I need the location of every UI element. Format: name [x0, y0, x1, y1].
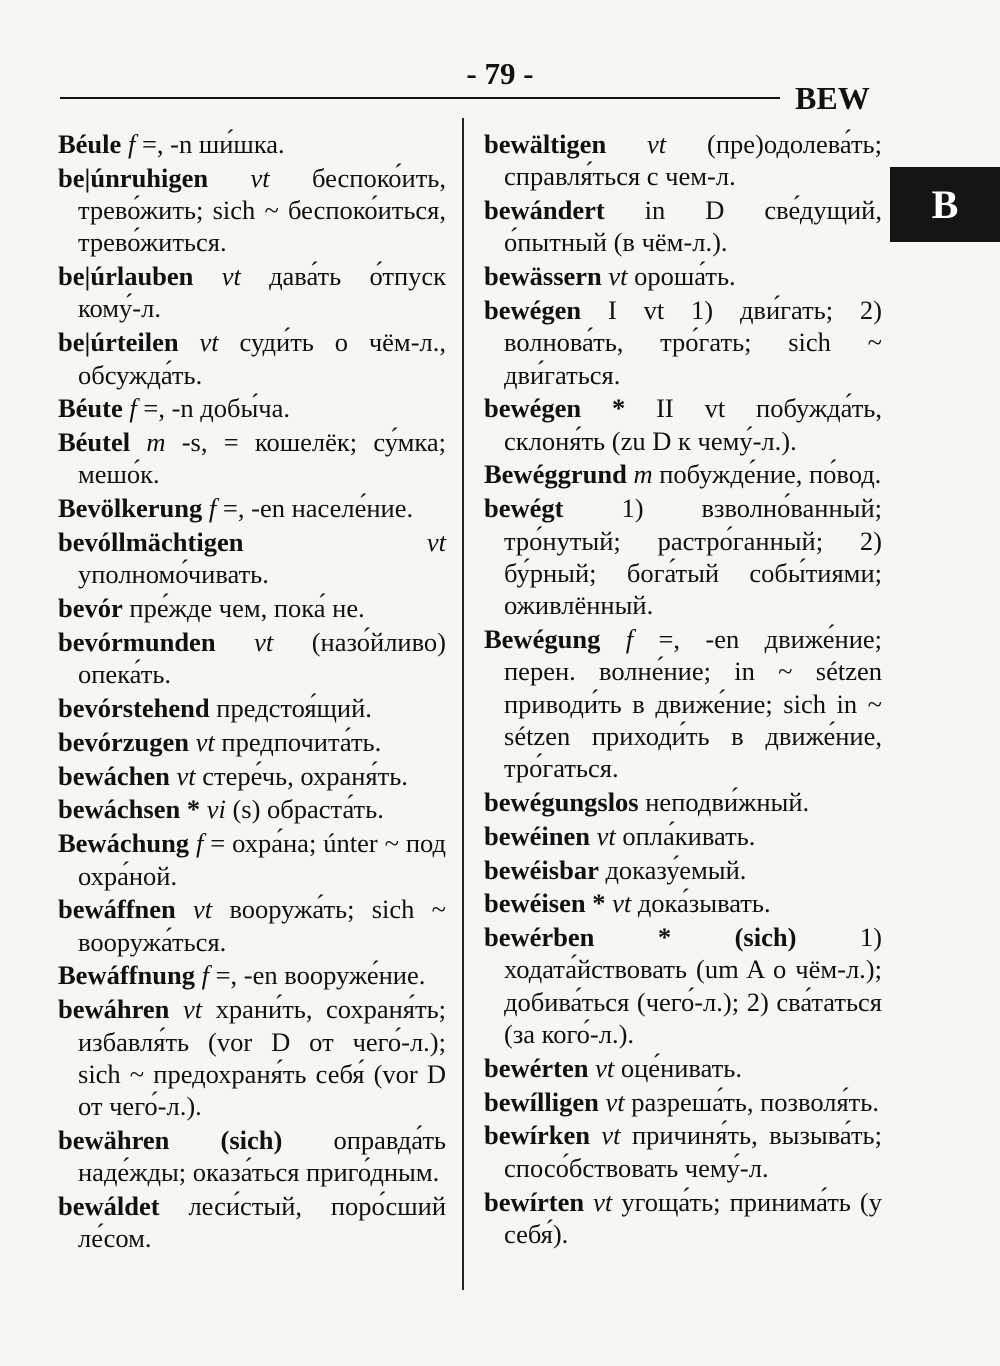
entry-definition: беспоко́ить, трево́жить; sich ~ беспоко́иться, трево́житься.	[78, 162, 446, 258]
entry-grammar: m	[146, 427, 166, 458]
entry-definition: =, -en движе́ние; перен. волне́ние; in ~ sétzen приводи́ть в движе́ние; sich in ~ sétzen приходи́ть в движе́ние, тро́гаться.	[504, 623, 882, 784]
entry-grammar: f	[129, 393, 137, 424]
entry-headword: bewándert	[484, 195, 605, 226]
entry-definition: доказу́емый.	[605, 854, 747, 885]
entry-definition: побужде́ние, по́вод.	[659, 459, 882, 490]
entry-headword: bewéisbar	[484, 854, 599, 885]
dictionary-entry	[484, 623, 882, 784]
entry-definition: храни́ть, сохраня́ть; избавля́ть (vor D от чего́-л.); sich ~ предохраня́ть себя́ (vor D от чего́-л.).	[78, 994, 447, 1122]
entry-definition: =, -n добы́ча.	[143, 393, 291, 424]
entry-headword: bewérben * (sich)	[484, 922, 797, 953]
dictionary-entry	[484, 1119, 882, 1184]
dictionary-entry	[58, 526, 446, 591]
entry-headword: Bewáchung	[58, 828, 190, 859]
entry-definition: = охра́на; únter ~ под охра́ной.	[78, 828, 446, 891]
entry-grammar: f	[208, 493, 217, 524]
entry-definition: (назо́йливо) опека́ть.	[78, 626, 447, 690]
entry-headword: bewáffnen	[58, 894, 176, 925]
dictionary-entry	[484, 194, 882, 259]
entry-definition: оправда́ть наде́жды; оказа́ться приго́дным.	[78, 1124, 447, 1188]
dictionary-entry	[58, 1190, 446, 1255]
entry-definition: причиня́ть, вызыва́ть; спосо́бствовать чему́-л.	[504, 1120, 882, 1183]
entry-grammar: f	[127, 129, 136, 159]
entry-grammar: m	[633, 459, 653, 490]
dictionary-entry	[58, 760, 446, 792]
entry-grammar: vt	[182, 994, 203, 1025]
left-column	[58, 128, 446, 1256]
dictionary-entry	[484, 786, 882, 818]
entry-grammar: vt	[254, 626, 274, 657]
dictionary-entry	[58, 893, 446, 958]
entry-headword: be|únruhigen	[58, 162, 209, 193]
entry-definition: уполномо́чивать.	[78, 559, 269, 590]
dictionary-entry	[58, 492, 446, 524]
entry-headword: bewégt	[484, 493, 564, 524]
dictionary-entry	[484, 492, 882, 621]
entry-grammar: f	[195, 828, 204, 859]
entry-headword: Bewégung	[484, 623, 601, 654]
entry-definition: предпочита́ть.	[221, 726, 382, 757]
entry-grammar: vt	[250, 162, 270, 193]
dictionary-entry	[58, 793, 446, 825]
entry-grammar: f	[201, 960, 209, 991]
entry-grammar: vt	[596, 820, 616, 851]
letter-thumb-tab: B	[890, 167, 1000, 242]
entry-definition: леси́стый, поро́сший ле́сом.	[78, 1191, 446, 1254]
entry-grammar: vt	[193, 894, 213, 925]
entry-grammar: vt	[647, 129, 667, 159]
entry-definition: -s, = кошелёк; су́мка; мешо́к.	[78, 427, 446, 490]
entry-headword: bewílligen	[484, 1086, 599, 1117]
entry-grammar: vt	[195, 726, 215, 757]
entry-grammar: vi	[206, 794, 226, 825]
dictionary-entry	[58, 326, 446, 391]
entry-definition: ороша́ть.	[634, 261, 736, 292]
entry-grammar: vt	[605, 1086, 625, 1117]
entry-grammar: vt	[601, 1120, 621, 1151]
entry-headword: Bewéggrund	[484, 459, 627, 490]
running-head: BEW	[795, 80, 870, 116]
dictionary-entry	[484, 294, 882, 391]
entry-headword: bewéisen *	[484, 888, 606, 919]
entry-headword: bevórmunden	[58, 626, 216, 657]
entry-headword: bewáchsen *	[58, 794, 201, 825]
entry-headword: bewáhren	[58, 994, 170, 1025]
entry-definition: (пре)одолева́ть; справля́ться с чем-л.	[504, 129, 882, 192]
dictionary-entry	[58, 128, 446, 160]
entry-definition: II vt побужда́ть, склоня́ть (zu D к чему́-л.).	[504, 393, 883, 456]
entry-grammar: vt	[176, 760, 196, 791]
dictionary-entry	[484, 260, 882, 292]
entry-headword: bewáldet	[58, 1191, 160, 1221]
entry-definition: опла́кивать.	[622, 820, 756, 851]
dictionary-entry	[58, 392, 446, 424]
entry-headword: bewässern	[484, 261, 602, 292]
entry-headword: bewéinen	[484, 820, 590, 851]
entry-definition: угоща́ть; принима́ть (у себя́).	[504, 1186, 883, 1249]
dictionary-entry	[58, 827, 446, 892]
dictionary-entry	[58, 1124, 446, 1189]
entry-headword: Bewáffnung	[58, 960, 195, 991]
entry-headword: bewégungslos	[484, 786, 639, 817]
entry-headword: bewírken	[484, 1120, 590, 1151]
entry-grammar: vt	[221, 261, 241, 292]
entry-definition: 1) ходата́йствовать (um A о чём-л.); добива́ться (чего́-л.); 2) сва́таться (за кого́-л.).	[504, 922, 882, 1050]
dictionary-entry	[484, 820, 882, 852]
entry-definition: =, -en населе́ние.	[222, 493, 414, 524]
entry-definition: предстоя́щий.	[216, 693, 372, 724]
entry-definition: разреша́ть, позволя́ть.	[631, 1086, 879, 1117]
entry-definition: I vt 1) дви́гать; 2) волнова́ть, тро́гать; sich ~ дви́гаться.	[504, 294, 882, 390]
entry-definition: пре́жде чем, пока́ не.	[129, 593, 365, 624]
dictionary-entry	[58, 726, 446, 758]
entry-definition: дава́ть о́тпуск кому́-л.	[78, 261, 447, 324]
dictionary-entry	[58, 626, 446, 691]
header-rule	[60, 97, 780, 99]
right-column	[484, 128, 882, 1252]
entry-headword: be|úrteilen	[58, 327, 179, 358]
dictionary-entry	[484, 1086, 882, 1118]
dictionary-entry	[58, 592, 446, 624]
entry-definition: 1) взволно́ванный; тро́нутый; растро́ганный; 2) бу́рный; бога́тый собы́тиями; оживлённый.	[504, 493, 882, 621]
entry-definition: стере́чь, охраня́ть.	[202, 760, 408, 791]
entry-headword: bewírten	[484, 1186, 585, 1217]
entry-headword: bewáchen	[58, 760, 170, 791]
dictionary-entry	[58, 692, 446, 724]
entry-headword: Béute	[58, 393, 123, 424]
entry-definition: =, -n ши́шка.	[141, 129, 285, 159]
entry-grammar: vt	[595, 1052, 615, 1083]
entry-headword: bewähren (sich)	[58, 1124, 283, 1155]
entry-headword: bevóllmächtigen	[58, 527, 244, 558]
entry-grammar: vt	[612, 888, 632, 919]
entry-definition: дока́зывать.	[637, 888, 771, 919]
entry-definition: неподви́жный.	[645, 786, 810, 817]
entry-grammar: vt	[608, 261, 628, 292]
dictionary-entry	[58, 260, 446, 325]
dictionary-entry	[58, 162, 446, 259]
entry-headword: bevór	[58, 593, 123, 624]
entry-definition: =, -en вооруже́ние.	[215, 960, 426, 991]
dictionary-entry	[484, 1186, 882, 1251]
column-divider	[462, 118, 464, 1290]
dictionary-entry	[484, 887, 882, 919]
entry-headword: Béule	[58, 129, 122, 159]
dictionary-entry	[58, 959, 446, 991]
entry-headword: bewältigen	[484, 129, 607, 159]
entry-headword: bevórzugen	[58, 726, 190, 757]
entry-definition: in D све́дущий, о́пытный (в чём-л.).	[504, 195, 882, 258]
dictionary-entry	[58, 426, 446, 491]
entry-headword: bewérten	[484, 1052, 589, 1083]
entry-headword: be|úrlauben	[58, 261, 194, 292]
entry-headword: bewégen	[484, 294, 582, 325]
dictionary-entry	[484, 1052, 882, 1084]
entry-definition: суди́ть о чём-л., обсужда́ть.	[78, 327, 447, 390]
dictionary-entry	[484, 458, 882, 490]
dictionary-entry	[484, 128, 882, 193]
dictionary-entry	[484, 392, 882, 457]
entry-headword: Bevölkerung	[58, 493, 203, 524]
entry-headword: Béutel	[58, 427, 131, 458]
entry-headword: bevórstehend	[58, 693, 210, 724]
entry-grammar: vt	[593, 1186, 613, 1217]
entry-definition: (s) обраста́ть.	[232, 794, 384, 825]
entry-definition: вооружа́ть; sich ~ вооружа́ться.	[78, 894, 447, 957]
dictionary-entry	[484, 854, 882, 886]
entry-grammar: vt	[199, 327, 219, 358]
entry-definition: оце́нивать.	[620, 1052, 742, 1083]
dictionary-entry	[58, 993, 446, 1122]
dictionary-entry	[484, 921, 882, 1050]
page-number: - 79 -	[466, 56, 534, 91]
entry-grammar: f	[625, 623, 634, 654]
entry-headword: bewégen *	[484, 393, 626, 424]
entry-grammar: vt	[426, 527, 446, 558]
